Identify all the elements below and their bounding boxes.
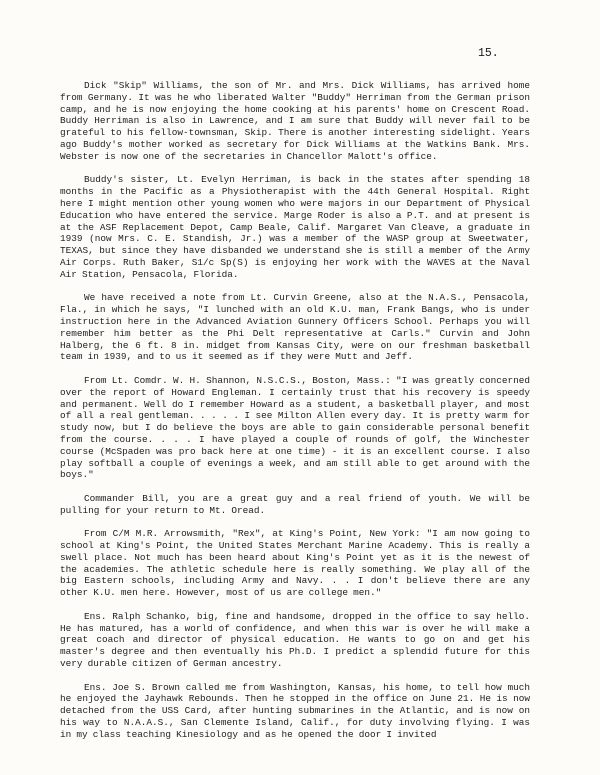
page-number: 15.: [478, 47, 499, 60]
paragraph-williams-homecoming: Dick "Skip" Williams, the son of Mr. and Mrs. Dick Williams, has arrived home from Germany. It was he who liberated Walter "Buddy" Herriman from the German prison camp, and he is now enjoying the home cooking at his parents' home on Crescent Road. Buddy Herriman is also in Lawrence, and I am sure that Buddy will never fail to be grateful to his fellow-townsman, Skip. There is another interesting sidelight. Years ago Buddy's mother worked as secretary for Dick Williams at the Watkins Bank. Mrs. Webster is now one of the secretaries in Chancellor Malott's office.: [60, 80, 530, 162]
paragraph-arrowsmith-letter: From C/M M.R. Arrowsmith, "Rex", at King's Point, New York: "I am now going to school at King's Point, the United States Merchant Marine Academy. This is really a swell place. Not much has been heard about King's Point yet as it is the newest of the academies. The athletic schedule here is really something. We play all of the big Eastern schools, including Army and Navy. . . I don't believe there are any other K.U. men here. However, most of us are college men.": [60, 528, 530, 599]
paragraph-greene-note: We have received a note from Lt. Curvin Greene, also at the N.A.S., Pensacola, Fla., in which he says, "I lunched with an old K.U. man, Frank Bangs, who is under instruction here in the Advanced Aviation Gunnery Officers School. Perhaps you will remember him better as the Phi Delt representative at Carls." Curvin and John Halberg, the 6 ft. 8 in. midget from Kansas City, were on our freshman basketball team in 1939, and to us it seemed as if they were Mutt and Jeff.: [60, 292, 530, 363]
paragraph-shannon-letter: From Lt. Comdr. W. H. Shannon, N.S.C.S., Boston, Mass.: "I was greatly concerned over the report of Howard Engleman. I certainly trust that his recovery is speedy and permanent. Well do I remember Howard as a student, a basketball player, and most of all a real gentleman. . . . . I see Milton Allen every day. It is pretty warm for study now, but I do believe the boys are able to gain considerable personal benefit from the course. . . . I have played a couple of rounds of golf, the Winchester course (McSpaden was pro back here at one time) - it is an excellent course. I also play softball a couple of evenings a week, and am still able to get around with the boys.": [60, 374, 530, 481]
paragraph-commander-bill: Commander Bill, you are a great guy and a real friend of youth. We will be pulling for your return to Mt. Oread.: [60, 492, 530, 516]
paragraph-herriman-women-service: Buddy's sister, Lt. Evelyn Herriman, is back in the states after spending 18 months in the Pacific as a Physiotherapist with the 44th General Hospital. Right here I might mention other young women who were majors in our Department of Physical Education who have entered the service. Marge Roder is also a P.T. and at present is at the ASF Replacement Depot, Camp Beale, Calif. Margaret Van Cleave, a graduate in 1939 (now Mrs. C. E. Standish, Jr.) was a member of the WASP group at Sweetwater, TEXAS, but since they have disbanded we understand she is still a member of the Army Air Corps. Ruth Baker, S1/c Sp(S) is enjoying her work with the WAVES at the Naval Air Station, Pensacola, Florida.: [60, 174, 530, 280]
letter-body: [60, 80, 530, 741]
paragraph-brown-call: Ens. Joe S. Brown called me from Washington, Kansas, his home, to tell how much he enjoyed the Jayhawk Rebounds. Then he stopped in the office on June 21. He is now detached from the USS Card, after hunting submarines in the Atlantic, and is now on his way to N.A.A.S., San Clemente Island, Calif., for duty involving flying. I was in my class teaching Kinesiology and as he opened the door I invited: [60, 681, 530, 740]
paragraph-schanko-visit: Ens. Ralph Schanko, big, fine and handsome, dropped in the office to say hello. He has matured, has a world of confidence, and when this war is over he will make a great coach and director of physical education. He wants to go on and get his master's degree and then eventually his Ph.D. I predict a splendid future for this very durable citizen of German ancestry.: [60, 610, 530, 670]
